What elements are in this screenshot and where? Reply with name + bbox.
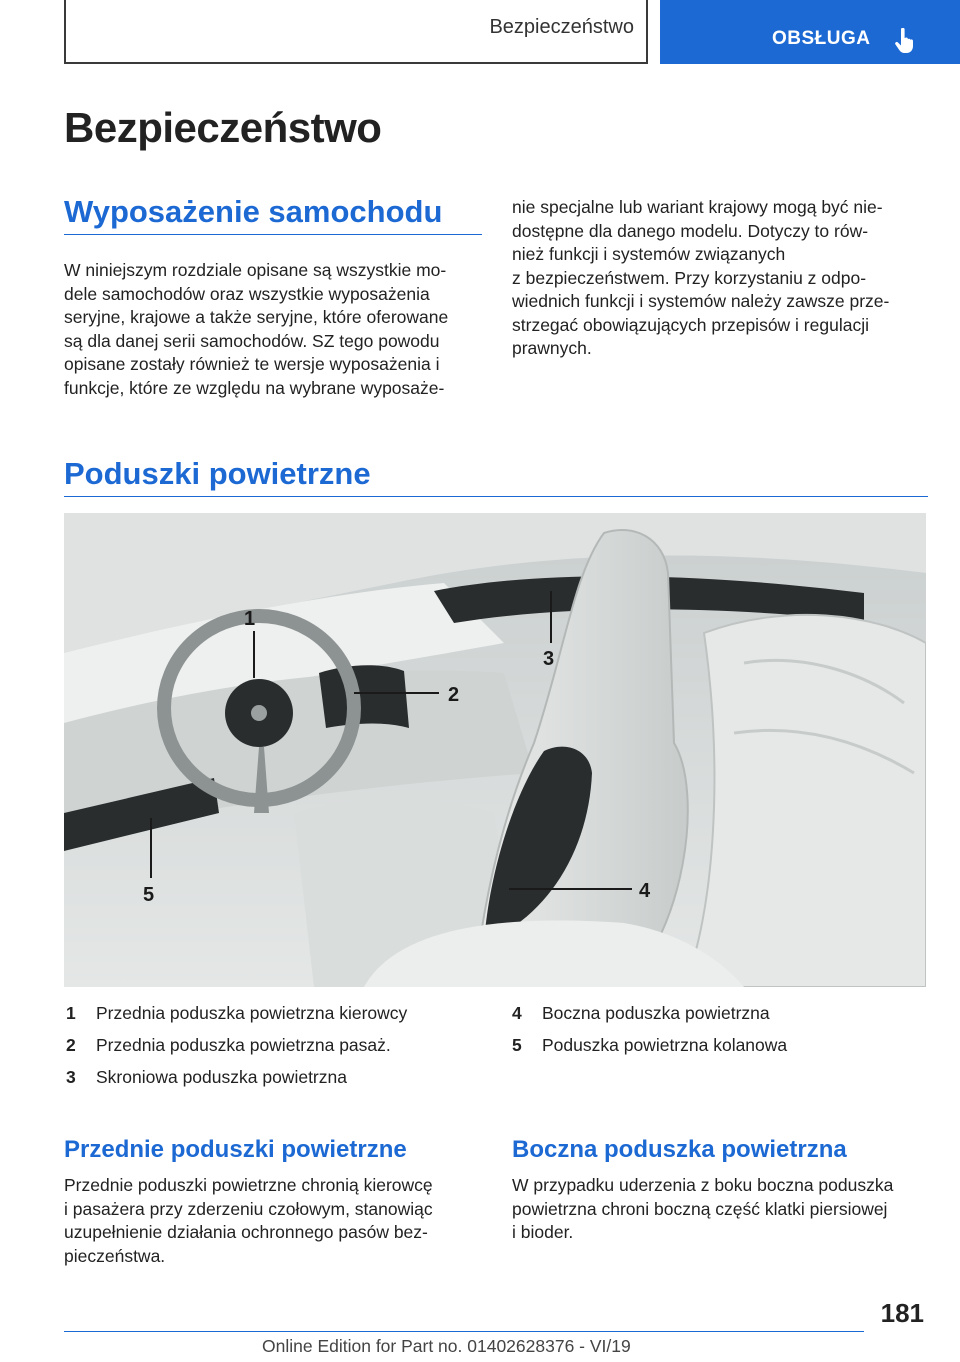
text-line: strzegać obowiązujących przepisów i regulacji <box>512 314 869 335</box>
edition-footer: Online Edition for Part no. 01402628376 - VI/19 <box>262 1336 631 1356</box>
equipment-text-col2 <box>512 196 932 361</box>
text-line: uzupełnienie działania ochronnego pasów bez‐ <box>64 1222 428 1242</box>
text-line: Przednie poduszki powietrzne chronią kierowcę <box>64 1175 433 1195</box>
legend-text: Boczna poduszka powietrzna <box>542 1003 770 1023</box>
callout-3: 3 <box>543 648 555 670</box>
text-line: W niniejszym rozdziale opisane są wszystkie mo‐ <box>64 260 447 280</box>
chapter-tab-label: OBSŁUGA <box>772 28 871 49</box>
text-line: są dla danej serii samochodów. SZ tego powodu <box>64 330 440 351</box>
equipment-heading: Wyposażenie samochodu <box>64 194 443 229</box>
airbag-locations-figure <box>64 513 926 987</box>
text-line: i bioder. <box>512 1222 574 1242</box>
side-airbag-heading: Boczna poduszka powietrzna <box>512 1136 847 1163</box>
legend-number: 5 <box>512 1035 522 1055</box>
header-section-label: Bezpieczeństwo <box>489 16 634 38</box>
car-interior-illustration <box>64 513 926 987</box>
legend-item <box>66 1066 486 1088</box>
legend-number: 2 <box>66 1035 76 1055</box>
text-line: dele samochodów oraz wszystkie wyposażenia <box>64 283 430 304</box>
side-airbag-text <box>512 1174 932 1245</box>
front-airbags-text <box>64 1174 484 1268</box>
text-line: nież funkcji i systemów związanych <box>512 244 786 264</box>
legend-number: 3 <box>66 1067 76 1087</box>
page-title: Bezpieczeństwo <box>64 104 382 151</box>
legend-text: Przednia poduszka powietrzna kierowcy <box>96 1003 408 1023</box>
legend-item <box>512 1034 932 1056</box>
text-line: powietrzna chroni boczną część klatki piersiowej <box>512 1198 888 1219</box>
legend-number: 1 <box>66 1003 76 1023</box>
callout-2: 2 <box>448 684 460 706</box>
text-line: wiednich funkcji i systemów należy zawsze prze‐ <box>512 291 890 311</box>
page-number: 181 <box>880 1298 924 1328</box>
legend-item <box>512 1002 932 1024</box>
header-section-box <box>64 0 648 64</box>
footer-rule <box>64 1331 864 1332</box>
text-line: i pasażera przy zderzeniu czołowym, stanowiąc <box>64 1198 433 1219</box>
airbags-heading: Poduszki powietrzne <box>64 456 371 491</box>
text-line: z bezpieczeństwem. Przy korzystaniu z odpo‐ <box>512 267 867 288</box>
equipment-text-col1 <box>64 259 484 400</box>
callout-4: 4 <box>639 880 651 902</box>
equipment-heading-rule <box>64 234 482 235</box>
airbags-heading-rule <box>64 496 928 497</box>
text-line: W przypadku uderzenia z boku boczna poduszka <box>512 1175 894 1195</box>
legend-text: Skroniowa poduszka powietrzna <box>96 1067 347 1087</box>
callout-1: 1 <box>244 608 256 630</box>
text-line: seryjne, krajowe a także seryjne, które oferowane <box>64 307 449 327</box>
chapter-tab[interactable] <box>660 0 960 64</box>
legend-number: 4 <box>512 1003 522 1023</box>
text-line: dostępne dla danego modelu. Dotyczy to rów‐ <box>512 220 869 241</box>
text-line: nie specjalne lub wariant krajowy mogą być nie‐ <box>512 197 883 217</box>
legend-item <box>66 1002 486 1024</box>
pointing-hand-icon <box>894 28 916 54</box>
legend-text: Poduszka powietrzna kolanowa <box>542 1035 788 1055</box>
callout-5: 5 <box>143 884 155 906</box>
front-airbags-heading: Przednie poduszki powietrzne <box>64 1136 407 1163</box>
text-line: opisane zostały również te wersje wyposażenia i <box>64 354 440 374</box>
legend-text: Przednia poduszka powietrzna pasaż. <box>96 1035 391 1055</box>
legend-item <box>66 1034 486 1056</box>
text-line: pieczeństwa. <box>64 1245 166 1266</box>
text-line: prawnych. <box>512 338 592 358</box>
text-line: funkcje, które ze względu na wybrane wyposaże‐ <box>64 377 445 398</box>
